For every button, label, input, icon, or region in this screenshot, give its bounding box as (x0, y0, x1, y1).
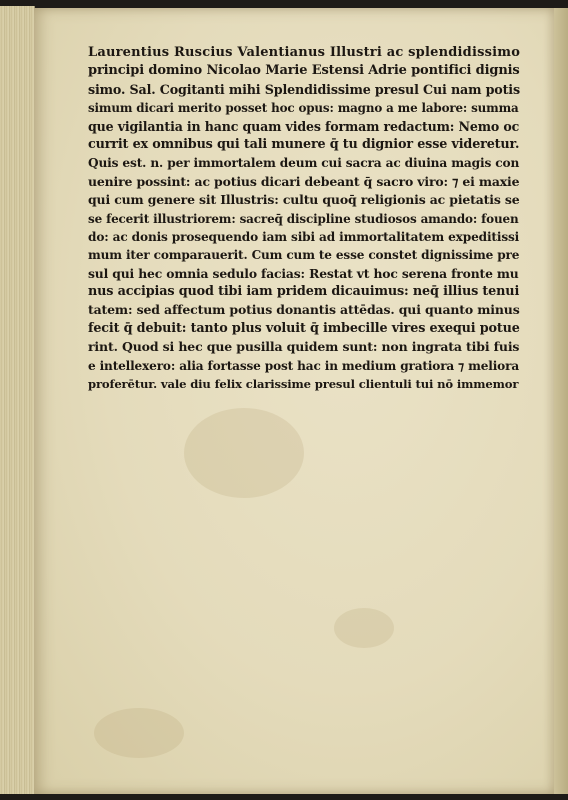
text-line: e intellexero: alia fortasse post hac in medium gratiora ⁊ meliora (88, 358, 520, 373)
text-line: Quis est. n. per immortalem deum cui sacra ac diuina magis con (88, 156, 520, 171)
text-line: simum dicari merito posset hoc opus: magno a me labore: summa (88, 101, 519, 116)
paper-stain (334, 608, 394, 648)
paper-stain (184, 408, 304, 498)
dedication-text (88, 44, 528, 393)
text-line: sul qui hec omnia sedulo facias: Restat vt hoc serena fronte mu (88, 265, 519, 281)
page-edge-stack (0, 6, 35, 796)
text-line: mum iter comparauerit. Cum cum te esse constet dignissime pre (88, 248, 520, 263)
text-line: rint. Quod si hec que pusilla quidem sunt: non ingrata tibi fuis (88, 339, 520, 355)
text-line: currit ex omnibus qui tali munere q̄ tu dignior esse videretur. (88, 136, 520, 152)
page-right-edge (554, 8, 568, 794)
paper-stain (94, 708, 184, 758)
text-line: qui cum genere sit Illustris: cultu quoq̄ religionis ac pietatis se (88, 192, 520, 208)
text-line: tatem: sed affectum potius donantis attēdas. qui quanto minus (88, 302, 520, 318)
text-line: fecit q̄ debuit: tanto plus voluit q̄ imbecille vires exequi potue (88, 320, 520, 336)
text-line: principi domino Nicolao Marie Estensi Adrie pontifici dignis (88, 63, 520, 79)
text-line: simo. Sal. Cogitanti mihi Splendidissime presul Cui nam potis (88, 81, 520, 97)
bottom-shadow (0, 794, 568, 800)
text-line: se fecerit illustriorem: sacreq̄ discipline studiosos amando: fouen (88, 211, 519, 226)
top-shadow (0, 0, 568, 8)
text-line: nus accipias quod tibi iam pridem dicauimus: neq̄ illius tenui (88, 284, 520, 300)
text-line: uenire possint: ac potius dicari debeant q̄ sacro viro: ⁊ ei maxie (88, 173, 520, 189)
text-line: do: ac donis prosequendo iam sibi ad immortalitatem expeditissi (88, 229, 520, 244)
text-line: Laurentius Ruscius Valentianus Illustri ac splendidissimo (88, 45, 521, 60)
text-line: que vigilantia in hanc quam vides formam redactum: Nemo oc (88, 118, 520, 134)
text-line: proferētur. vale diu felix clarissime presul clientuli tui nō immemor (88, 377, 519, 392)
